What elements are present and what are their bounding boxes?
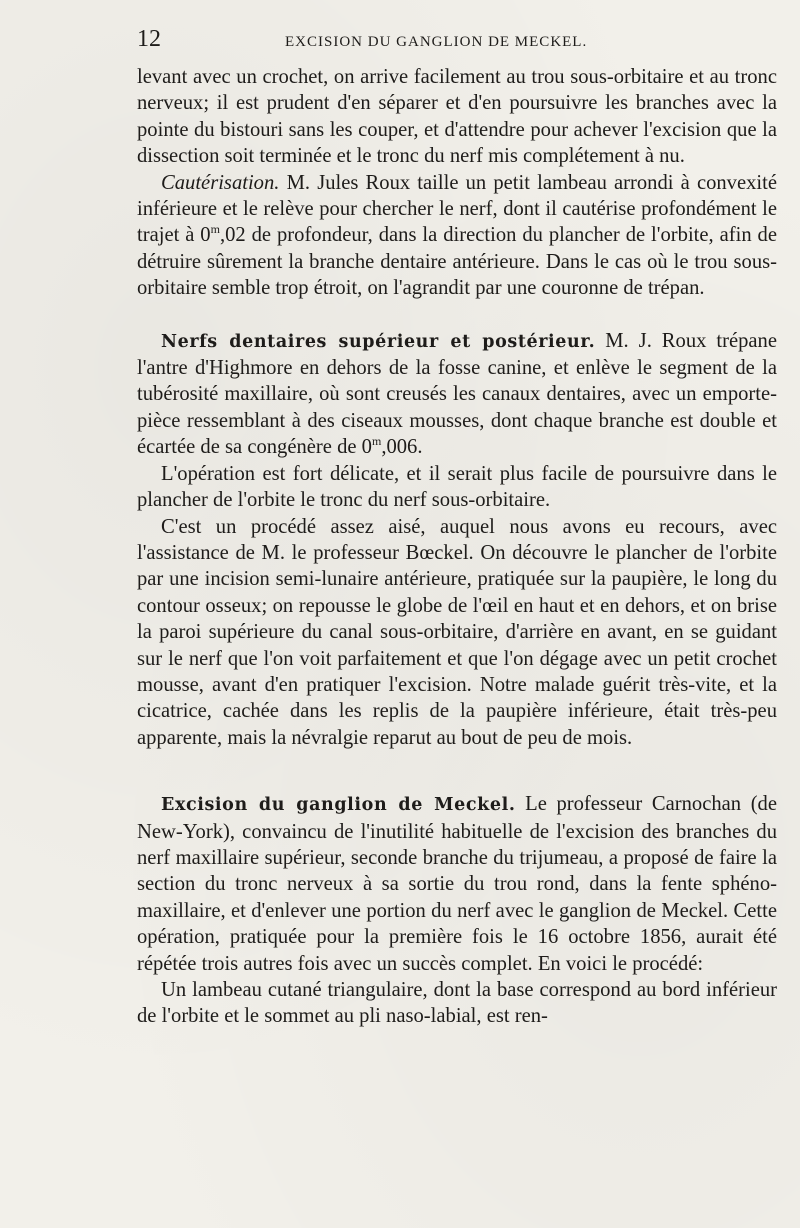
unit-superscript: m: [371, 434, 382, 449]
page-number: 12: [137, 26, 161, 52]
nerfs-dentaires-text-b: ,006.: [381, 436, 423, 459]
paragraph-ganglion-meckel: [137, 791, 777, 977]
ganglion-meckel-text: Le professeur Carnochan (de New-York), convaincu de l'inutilité habituelle de l'excision des branches du nerf maxillaire supérieur, seconde branche du trijumeau, a proposé de faire la section du tronc nerveux à sa sortie du trou rond, dans la fente sphéno-maxillaire, et d'enlever une portion du nerf avec le ganglion de Meckel. Cette opération, pratiquée pour la première fois le 16 octobre 1856, aurait été répétée trois autres fois avec un succès complet. En voici le procédé:: [137, 793, 777, 975]
cauterisation-text-b: ,02 de profondeur, dans la direction du plancher de l'orbite, afin de détruire sûrement la branche dentaire antérieure. Dans le cas où le trou sous-orbitaire semble trop étroit, on l'agrandit par une couronne de trépan.: [137, 224, 777, 300]
nerfs-dentaires-text-a: M. J. Roux trépane l'antre d'Highmore en dehors de la fosse canine, et enlève le segment de la tubérosité maxillaire, où sont creusés les canaux dentaires, avec un emporte-pièce ressemblant à des ciseaux mousses, dont chaque branche est double et écartée de sa congénère de 0: [137, 329, 777, 459]
cauterisation-text-a: M. Jules Roux taille un petit lambeau arrondi à convexité inférieure et le relève pour chercher le nerf, dont il cautérise profondément le trajet à 0: [137, 171, 777, 247]
paragraph-continuation: levant avec un crochet, on arrive facilement au trou sous-orbitaire et au tronc nerveux; il est prudent d'en séparer et d'en poursuivre les branches avec la pointe du bistouri sans les couper, et d'attendre pour achever l'excision que la dissection soit terminée et le tronc du nerf mis complétement à nu.: [137, 66, 777, 168]
body-text: [137, 64, 777, 1030]
cauterisation-lead: Cautérisation.: [161, 171, 280, 194]
page-header: [137, 26, 777, 60]
section-title-nerfs-dentaires: Nerfs dentaires supérieur et postérieur.: [161, 331, 596, 352]
section-title-ganglion-meckel: Excision du ganglion de Meckel.: [161, 795, 516, 816]
paragraph-procede: C'est un procédé assez aisé, auquel nous avons eu recours, avec l'assistance de M. le professeur Bœckel. On découvre le plancher de l'orbite par une incision semi-lunaire antérieure, pratiquée sur la paupière, le long du contour osseux; on repousse le globe de l'œil en haut et en dehors, et on brise la paroi supérieure du canal sous-orbitaire, d'arrière en avant, en se guidant sur le nerf que l'on voit parfaitement et que l'on dégage avec un petit crochet mousse, avant d'en pratiquer l'excision. Notre malade guérit très-vite, et la cicatrice, cachée dans les replis de la paupière inférieure, était très-peu apparente, mais la névralgie reparut au bout de peu de mois.: [137, 515, 777, 749]
paragraph-nerfs-dentaires: [137, 328, 777, 461]
paragraph-operation-delicate: L'opération est fort délicate, et il serait plus facile de poursuivre dans le plancher de l'orbite le tronc du nerf sous-orbitaire.: [137, 462, 777, 512]
running-title: EXCISION DU GANGLION DE MECKEL.: [285, 34, 588, 50]
unit-superscript: m: [210, 222, 220, 237]
paragraph-lambeau: Un lambeau cutané triangulaire, dont la base correspond au bord inférieur de l'orbite et le sommet au pli naso-labial, est ren-: [137, 979, 777, 1028]
paragraph-cauterisation: [137, 170, 777, 302]
